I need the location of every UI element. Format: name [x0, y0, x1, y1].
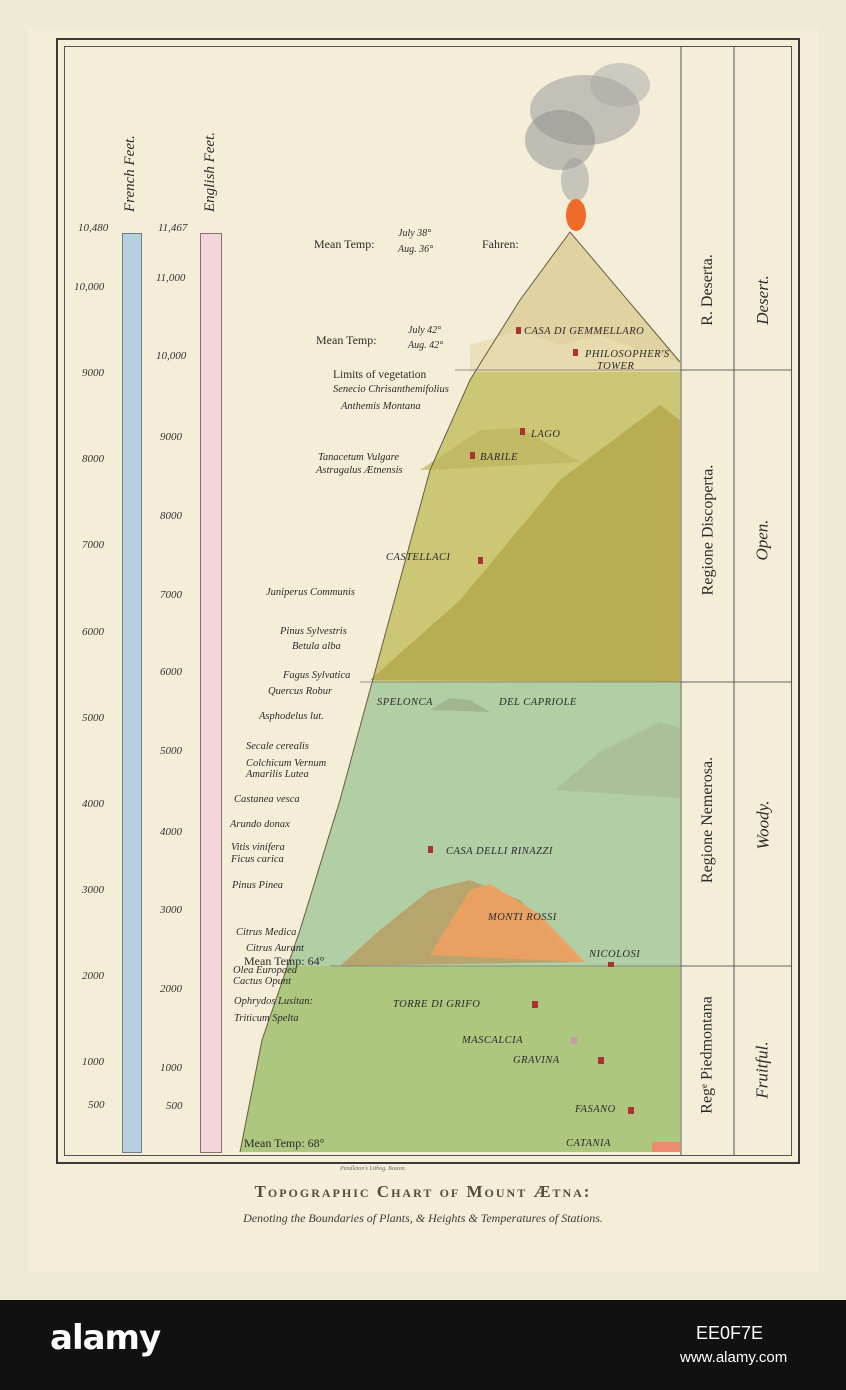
english-tick: 500: [166, 1100, 183, 1112]
french-tick: 2000: [82, 970, 104, 982]
station-label: CASA DI GEMMELLARO: [524, 326, 645, 337]
region-cell-deserta: [683, 190, 733, 390]
french-tick: 1000: [82, 1056, 104, 1068]
french-feet-bar: [122, 233, 142, 1153]
upper-temp-prefix: Mean Temp:: [316, 333, 377, 347]
middle-temp: Mean Temp: 64°: [244, 954, 325, 968]
english-tick: 1000: [160, 1062, 182, 1074]
french-tick: 4000: [82, 798, 104, 810]
plant-label: Quercus Robur: [268, 686, 333, 697]
station-marker: [608, 962, 614, 967]
station-marker: [520, 428, 525, 435]
watermark-logo: alamy: [50, 1318, 161, 1358]
summit-temp-aug: Aug. 36°: [398, 244, 434, 255]
chart-title: Topographic Chart of Mount Ætna:: [254, 1182, 592, 1201]
french-tick: 6000: [82, 626, 104, 638]
base-temp: Mean Temp: 68°: [244, 1136, 325, 1150]
station-marker: [598, 1057, 604, 1064]
zone-cell-open: [736, 490, 790, 590]
region-cell-nemerosa: [683, 720, 733, 920]
zone-label: Fruitful.: [753, 1041, 772, 1099]
zone-cell-desert: [736, 250, 790, 350]
plant-label: Triticum Spelta: [234, 1013, 299, 1024]
french-tick: 500: [88, 1099, 105, 1111]
plant-label: Fagus Sylvatica: [283, 670, 351, 681]
french-tick: 8000: [82, 453, 104, 465]
plant-label: Citrus Aurant: [246, 943, 304, 954]
french-tick: 7000: [82, 539, 104, 551]
english-tick: 6000: [160, 666, 182, 678]
summit-temp-prefix: Mean Temp:: [314, 237, 375, 251]
station-label: CATANIA: [566, 1138, 611, 1149]
plant-label: Olea Europaea: [233, 965, 298, 976]
plant-label: Juniperus Communis: [266, 587, 355, 598]
french-tick: 10,480: [78, 222, 109, 234]
station-label: NICOLOSI: [589, 949, 641, 960]
station-label: BARILE: [480, 452, 518, 463]
english-tick: 7000: [160, 589, 182, 601]
region-label: Regione Discoperta.: [699, 464, 716, 596]
plant-label: Ficus carica: [231, 854, 284, 865]
plant-label: Pinus Pinea: [232, 880, 284, 891]
catania-marker: [652, 1142, 680, 1152]
english-tick: 3000: [160, 904, 182, 916]
watermark-code: EE0F7E: [696, 1323, 764, 1343]
station-marker: [470, 452, 475, 459]
english-tick: 9000: [160, 431, 182, 443]
english-tick: 11,000: [156, 272, 186, 284]
station-label: DEL CAPRIOLE: [499, 697, 577, 708]
station-marker: [478, 557, 483, 564]
plant-label: Vitis vinifera: [231, 842, 285, 853]
plant-label: Limits of vegetation: [333, 369, 427, 381]
zone-label: Woody.: [753, 800, 772, 850]
fruitful-zone: [230, 966, 682, 1154]
english-feet-label: English Feet.: [202, 132, 218, 212]
station-label: SPELONCA: [377, 697, 433, 708]
zone-label: Open.: [752, 519, 772, 561]
upper-temp-july: July 42°: [408, 325, 442, 336]
station-label: MASCALCIA: [462, 1035, 524, 1046]
plant-label: Secale cerealis: [246, 741, 309, 752]
english-tick: 2000: [160, 983, 182, 995]
plant-label: Cactus Opunt: [233, 976, 292, 987]
plant-label: Citrus Medica: [236, 927, 297, 938]
plant-label: Anthemis Montana: [341, 401, 421, 412]
station-marker: [571, 1037, 577, 1044]
upper-temp-aug: Aug. 42°: [408, 340, 444, 351]
zone-cell-fruitful: [736, 1020, 790, 1120]
station-label: PHILOSOPHER'S: [585, 349, 670, 360]
zone-cell-woody: [736, 775, 790, 875]
summit-temp-july: July 38°: [398, 228, 432, 239]
zone-label: Desert.: [752, 275, 772, 325]
station-marker: [532, 1001, 538, 1008]
station-marker: [573, 349, 578, 356]
summit-temp-suffix: Fahren:: [482, 237, 519, 251]
plant-label: Senecio Chrisanthemifolius: [333, 384, 449, 395]
station-label: TORRE DI GRIFO: [393, 999, 481, 1010]
station-marker: [628, 1107, 634, 1114]
english-tick: 11,467: [158, 222, 188, 234]
plant-label: Castanea vesca: [234, 794, 300, 805]
region-label: R. Deserta.: [699, 254, 716, 326]
plant-label: Amarilis Lutea: [246, 769, 309, 780]
station-label: FASANO: [575, 1104, 616, 1115]
plant-label: Ophrydos Lusitan:: [234, 996, 314, 1007]
region-label: Regᵉ Piedmontana: [699, 996, 717, 1114]
english-tick: 10,000: [156, 350, 187, 362]
eruption-fire: [566, 199, 586, 231]
station-label: TOWER: [597, 361, 635, 372]
french-tick: 9000: [82, 367, 104, 379]
chart-subtitle: Denoting the Boundaries of Plants, & Heights & Temperatures of Stations.: [243, 1211, 603, 1225]
station-label: LAGO: [531, 429, 561, 440]
printer-credit: Pendleton's Lithog. Boston.: [340, 1166, 407, 1172]
plant-label: Astragalus Ætnensis: [316, 465, 403, 476]
plant-label: Colchicum Vernum: [246, 758, 327, 769]
station-label: CASTELLACI: [386, 552, 451, 563]
french-feet-label: French Feet.: [122, 135, 138, 212]
region-cell-piedmontana: [683, 965, 733, 1145]
plant-label: Asphodelus lut.: [259, 711, 324, 722]
french-tick: 5000: [82, 712, 104, 724]
plant-label: Pinus Sylvestris: [280, 626, 347, 637]
french-tick: 10,000: [74, 281, 105, 293]
english-tick: 8000: [160, 510, 182, 522]
station-marker: [428, 846, 433, 853]
watermark-url: www.alamy.com: [680, 1349, 788, 1366]
english-feet-bar: [200, 233, 222, 1153]
station-label: MONTI ROSSI: [488, 912, 557, 923]
region-cell-discoperta: [683, 425, 733, 635]
region-label: Regione Nemerosa.: [699, 756, 716, 884]
plant-label: Tanacetum Vulgare: [318, 452, 399, 463]
station-marker: [516, 327, 521, 334]
english-tick: 5000: [160, 745, 182, 757]
plant-label: Betula alba: [292, 641, 341, 652]
plant-label: Arundo donax: [230, 819, 290, 830]
station-label: GRAVINA: [513, 1055, 560, 1066]
station-label: CASA DELLI RINAZZI: [446, 846, 553, 857]
english-tick: 4000: [160, 826, 182, 838]
french-tick: 3000: [82, 884, 104, 896]
